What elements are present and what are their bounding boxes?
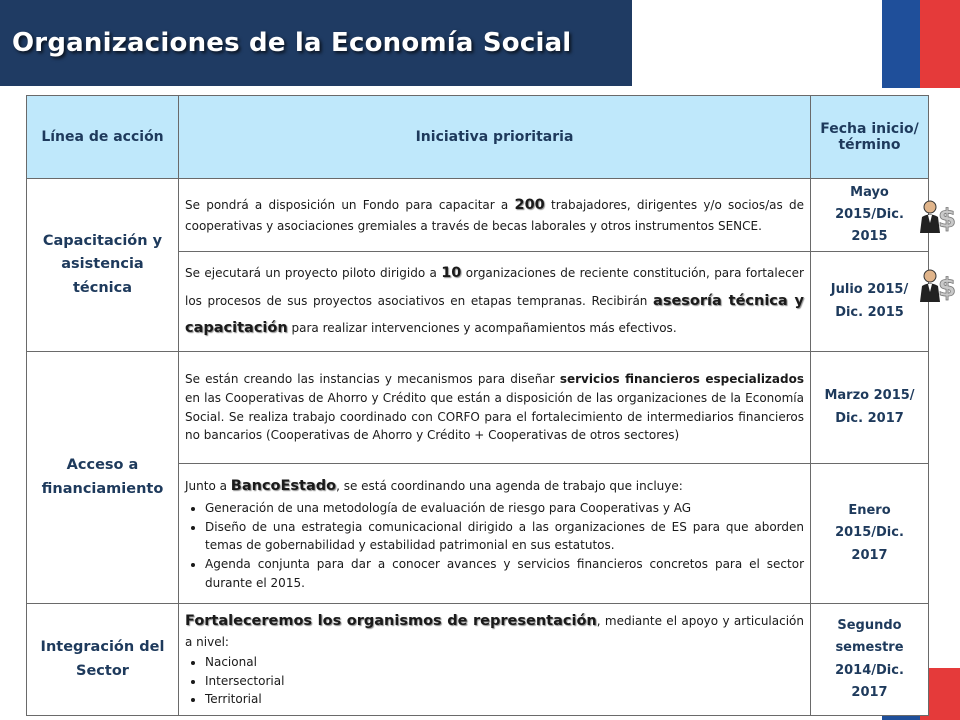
list-item: • Generación de una metodología de evaluación de riesgo para Cooperativas y AG xyxy=(205,499,804,518)
title-bar xyxy=(0,0,632,86)
list-item: • Territorial xyxy=(205,690,804,709)
list-item: • Intersectorial xyxy=(205,672,804,691)
header-iniciativa: Iniciativa prioritaria xyxy=(179,96,811,179)
date-cell: Segundo semestre 2014/Dic. 2017 xyxy=(811,604,929,716)
initiative-text: Junto a BancoEstado, se está coordinando una agenda de trabajo que incluye: • Generación de una metodología de evaluación de riesgo para Cooperativas y AG • Diseño de una estrategia comunicacional dirigido a las organizaciones de ES para que aborden temas de gobernabilidad y estabilidad patrimonial en sus estatutos. • Agenda conjunta para dar a conocer avances y servicios financieros concretos para el sector durante el 2015. xyxy=(179,464,811,604)
list-item: • Agenda conjunta para dar a conocer avances y servicios financieros concretos para el sector durante el 2015. xyxy=(205,555,804,592)
money-person-icon xyxy=(916,197,956,237)
flag-red-stripe xyxy=(920,0,960,88)
bullet-list xyxy=(185,653,804,709)
category-integracion: Integración del Sector xyxy=(27,604,179,716)
table-row xyxy=(27,604,929,716)
initiative-text: Fortaleceremos los organismos de representación, mediante el apoyo y articulación a nivel: • Nacional • Intersectorial • Territorial xyxy=(179,604,811,716)
money-person-icon xyxy=(916,266,956,306)
flag-blue-stripe xyxy=(882,0,920,88)
table-header-row xyxy=(27,96,929,179)
category-financiamiento: Acceso a financiamiento xyxy=(27,352,179,604)
category-capacitacion: Capacitación y asistencia técnica xyxy=(27,179,179,352)
initiatives-table xyxy=(26,95,929,716)
table-row xyxy=(27,179,929,252)
date-cell: Mayo 2015/Dic. 2015 xyxy=(811,179,929,252)
svg-text:$: $ xyxy=(938,204,956,234)
initiative-text: Se ejecutará un proyecto piloto dirigido a 10 organizaciones de reciente constitución, para fortalecer los procesos de sus proyectos asociativos en etapas tempranas. Recibirán asesoría técnica y capacitación para realizar intervenciones y acompañamientos más efectivos. xyxy=(179,252,811,352)
date-cell: Marzo 2015/ Dic. 2017 xyxy=(811,352,929,464)
header-linea-accion: Línea de acción xyxy=(27,96,179,179)
initiative-text: Se pondrá a disposición un Fondo para capacitar a 200 trabajadores, dirigentes y/o socios/as de cooperativas y asociaciones gremiales a través de becas laborales y otros instrumentos SENCE. xyxy=(179,179,811,252)
table-row xyxy=(27,352,929,464)
list-item: • Diseño de una estrategia comunicacional dirigido a las organizaciones de ES para que aborden temas de gobernabilidad y estabilidad patrimonial en sus estatutos. xyxy=(205,518,804,555)
date-cell: Enero 2015/Dic. 2017 xyxy=(811,464,929,604)
date-cell: Julio 2015/ Dic. 2015 xyxy=(811,252,929,352)
svg-text:$: $ xyxy=(938,273,956,303)
page-title: Organizaciones de la Economía Social xyxy=(12,28,572,58)
bullet-list xyxy=(185,499,804,592)
header-fecha: Fecha inicio/ término xyxy=(811,96,929,179)
initiative-text: Se están creando las instancias y mecanismos para diseñar servicios financieros especializados en las Cooperativas de Ahorro y Crédito que están a disposición de las organizaciones de la Economía Social. Se realiza trabajo coordinado con CORFO para el fortalecimiento de intermediarios financieros no bancarios (Cooperativas de Ahorro y Crédito + Cooperativas de otros sectores) xyxy=(179,352,811,464)
list-item: • Nacional xyxy=(205,653,804,672)
